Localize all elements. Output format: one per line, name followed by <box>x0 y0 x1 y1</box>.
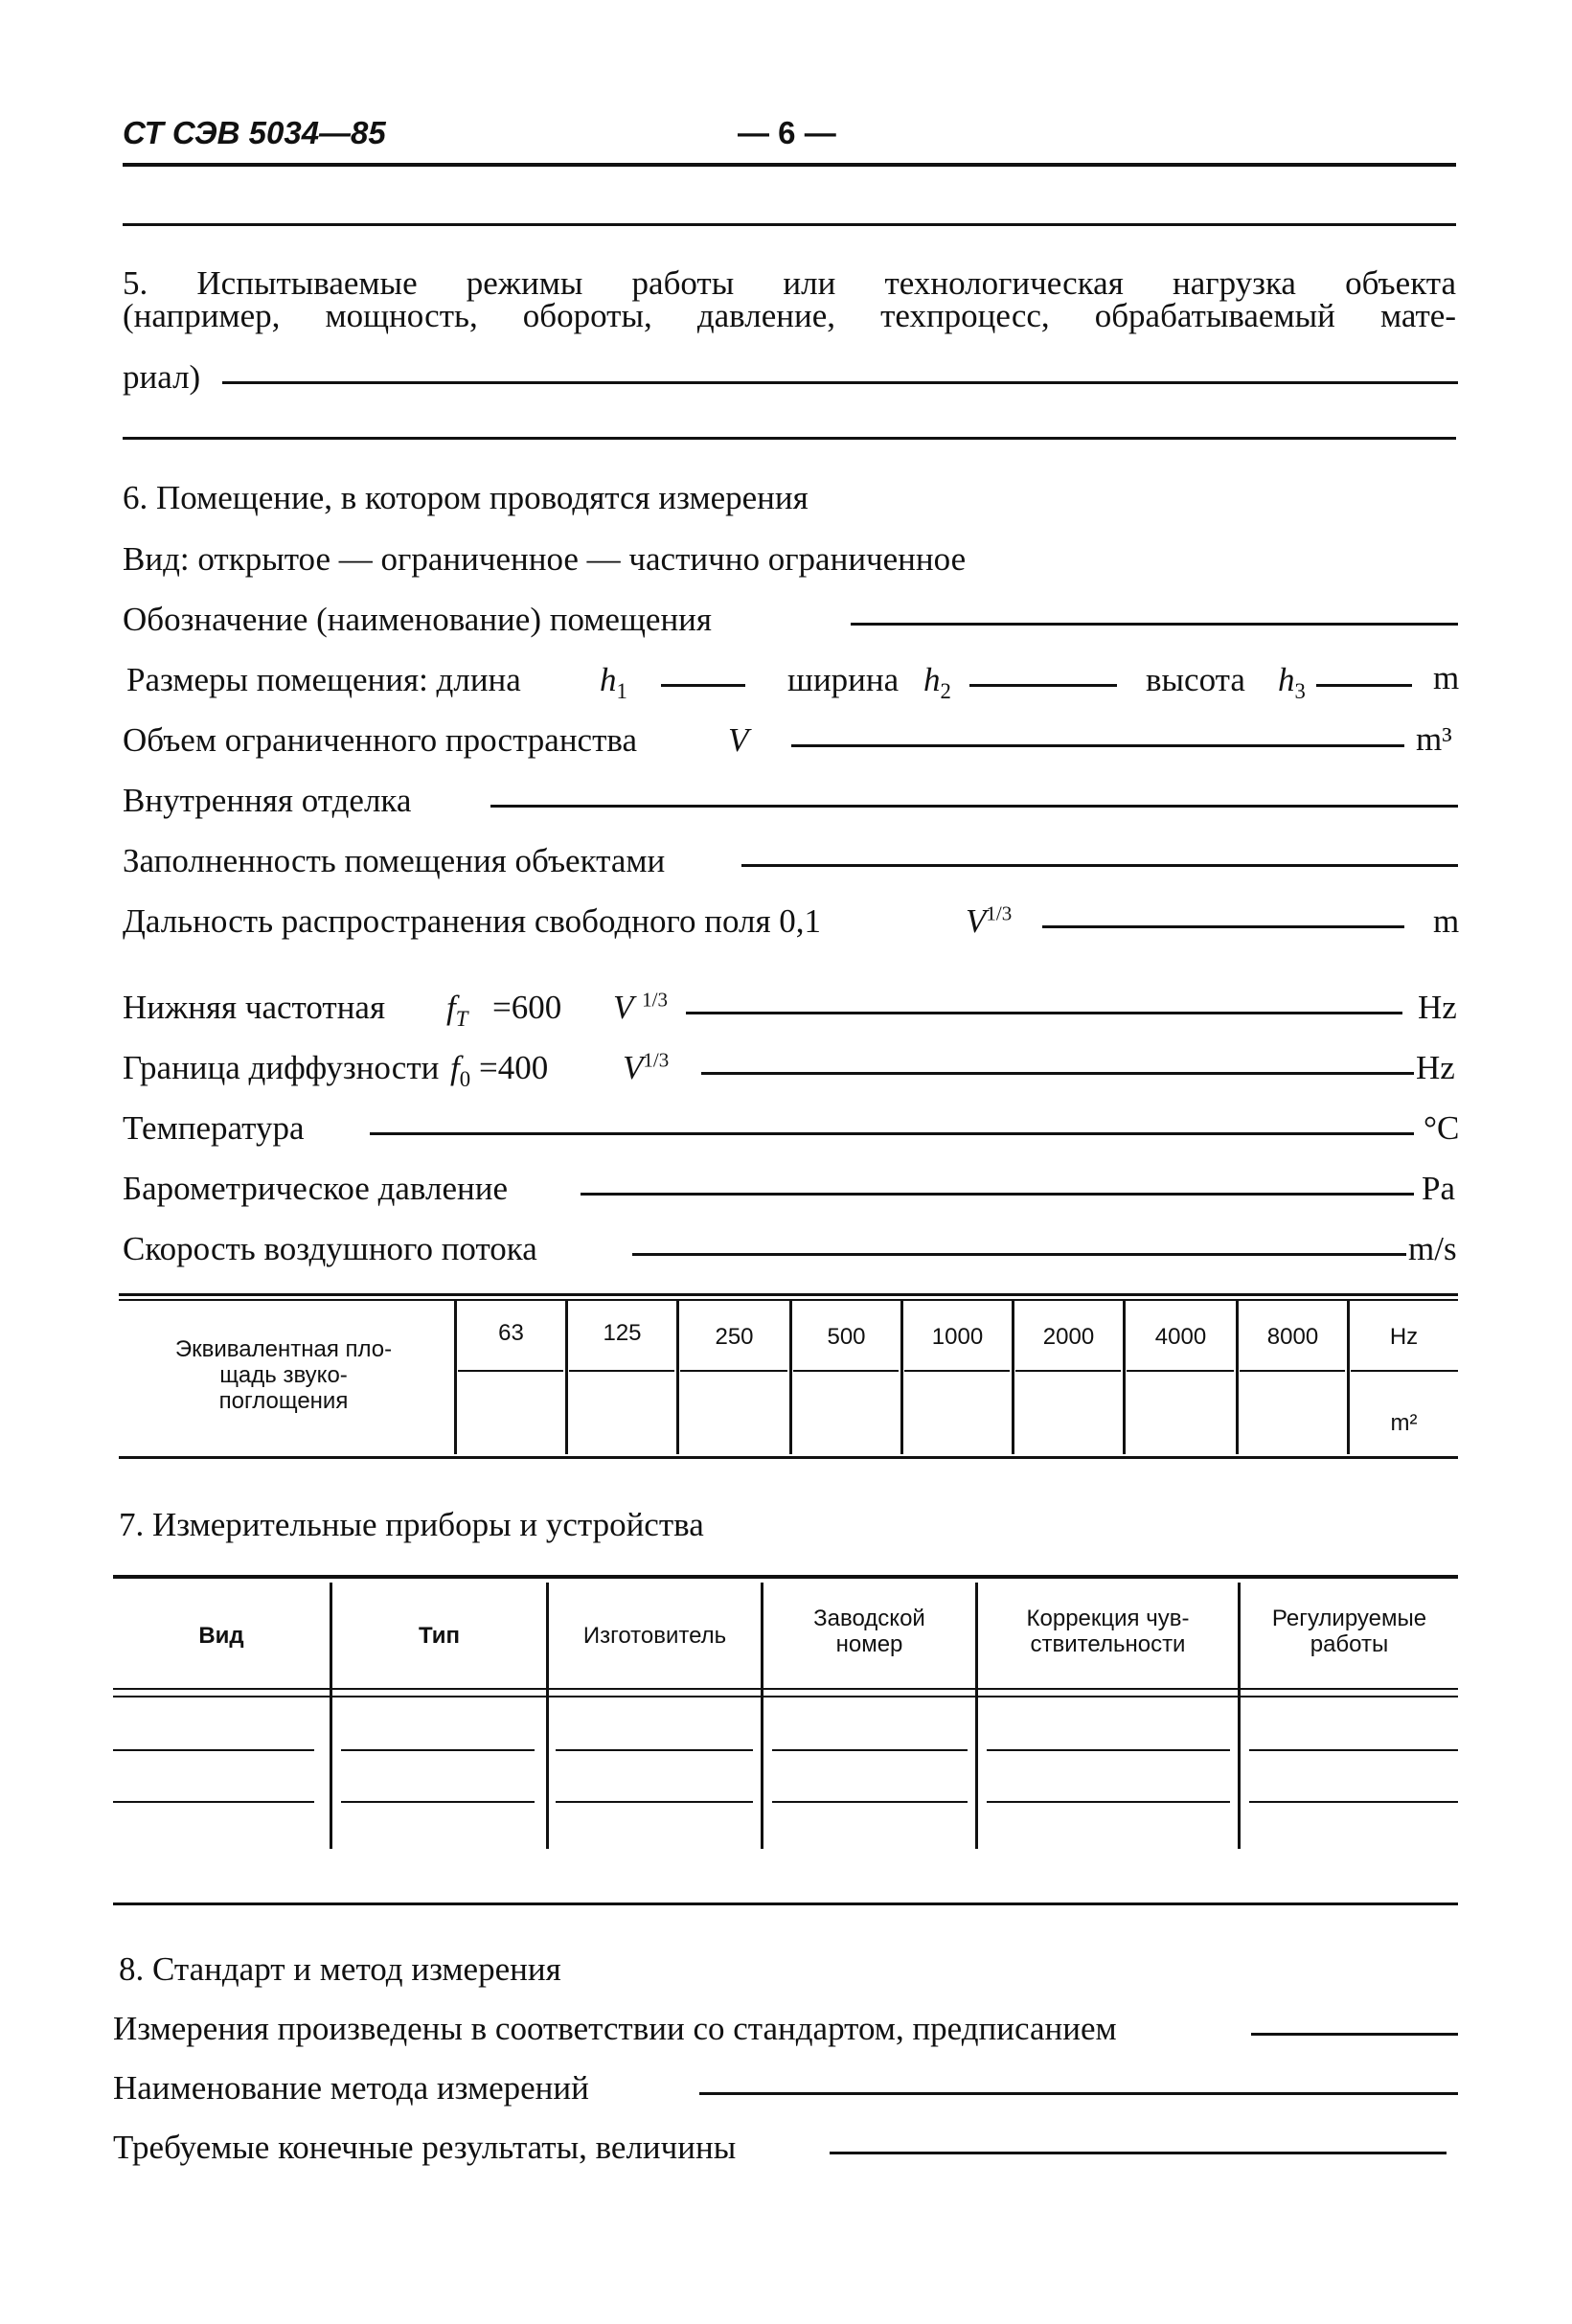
diffusion-limit-V: $V^{1/3}$ <box>623 1048 670 1086</box>
temperature-blank[interactable] <box>370 1132 1414 1135</box>
volume-blank[interactable] <box>791 744 1404 747</box>
room-length-blank[interactable] <box>661 684 745 687</box>
room-width-label: ширина <box>787 661 900 698</box>
room-length-label: Размеры помещения: длина <box>126 661 521 698</box>
free-field-blank[interactable] <box>1042 925 1404 928</box>
airflow-blank[interactable] <box>632 1253 1406 1256</box>
freq-unit: Hz <box>1389 1324 1419 1350</box>
section5-rule <box>123 437 1456 440</box>
airflow-label: Скорость воздушного потока <box>123 1230 537 1267</box>
diffusion-limit-unit: Hz <box>1416 1049 1455 1086</box>
absorption-cell-125[interactable] <box>569 1374 674 1454</box>
pressure-unit: Pa <box>1422 1170 1455 1207</box>
lower-frequency-blank[interactable] <box>686 1012 1402 1014</box>
lower-frequency-unit: Hz <box>1418 989 1457 1026</box>
standard-reference-label: Измерения произведены в соответствии со стандартом, предписанием <box>113 2010 1117 2047</box>
section5-line1: 5. Испытываемые режимы работы или технологическая нагрузка объекта <box>123 264 1456 302</box>
room-filling-label: Заполненность помещения объектами <box>123 842 666 879</box>
pressure-blank[interactable] <box>581 1193 1414 1196</box>
document-code: СТ СЭВ 5034—85 <box>123 115 386 150</box>
absorption-cell-4000[interactable] <box>1127 1374 1234 1454</box>
lower-frequency-label: Нижняя частотная <box>123 989 386 1026</box>
section5-line3: риал) <box>123 358 201 396</box>
method-name-blank[interactable] <box>699 2092 1458 2095</box>
instruments-row-line[interactable] <box>113 1801 314 1803</box>
absorption-cell-2000[interactable] <box>1015 1374 1121 1454</box>
method-name-label: Наименование метода измерений <box>113 2069 589 2107</box>
section7-bottom-rule <box>113 1902 1458 1905</box>
room-width-blank[interactable] <box>969 684 1117 687</box>
freq-1000: 1000 <box>931 1324 984 1350</box>
temperature-label: Температура <box>123 1109 305 1147</box>
freq-63: 63 <box>498 1320 524 1346</box>
column-type: Тип <box>419 1623 460 1649</box>
section5-blank[interactable] <box>222 381 1458 384</box>
symbol-f0: $f_0$ <box>450 1049 471 1091</box>
required-results-label: Требуемые конечные результаты, величины <box>113 2129 737 2166</box>
volume-unit: m³ <box>1416 720 1452 758</box>
room-designation-label: Обозначение (наименование) помещения <box>123 601 713 638</box>
room-view: Вид: открытое — ограниченное — частично ограниченное <box>123 540 967 578</box>
standard-reference-blank[interactable] <box>1251 2033 1458 2036</box>
area-unit: m² <box>1390 1410 1418 1436</box>
room-height-blank[interactable] <box>1316 684 1412 687</box>
symbol-fT: $f_T$ <box>446 989 468 1031</box>
freq-8000: 8000 <box>1266 1324 1319 1350</box>
room-designation-blank[interactable] <box>851 623 1458 626</box>
column-manufacturer: Изготовитель <box>582 1623 727 1649</box>
diffusion-limit-label: Граница диффузности <box>123 1049 440 1086</box>
symbol-V-cuberoot: $V^{1/3}$ <box>966 901 1013 940</box>
page-number: — 6 — <box>738 115 836 150</box>
section5-line2: (например, мощность, обороты, давление, техпроцесс, обрабатываемый мате- <box>123 297 1456 334</box>
airflow-unit: m/s <box>1408 1230 1457 1267</box>
required-results-blank[interactable] <box>830 2152 1447 2154</box>
freq-2000: 2000 <box>1042 1324 1095 1350</box>
section7-title: 7. Измерительные приборы и устройства <box>119 1506 704 1543</box>
absorption-cell-250[interactable] <box>680 1374 787 1454</box>
room-dims-unit: m <box>1433 659 1460 696</box>
freq-500: 500 <box>827 1324 866 1350</box>
column-serial-number: Заводской номер <box>813 1606 925 1657</box>
absorption-cell-8000[interactable] <box>1240 1374 1345 1454</box>
symbol-h3: $h_3$ <box>1278 661 1306 703</box>
header-rule <box>123 163 1456 167</box>
pressure-label: Барометрическое давление <box>123 1170 508 1207</box>
lower-frequency-V: V $^{1/3}$ <box>613 988 668 1026</box>
freq-125: 125 <box>603 1320 642 1346</box>
instruments-row-line[interactable] <box>113 1749 314 1751</box>
symbol-h1: $h_1$ <box>600 661 627 703</box>
lower-frequency-eq: =600 <box>492 989 562 1026</box>
symbol-V: V <box>728 721 749 759</box>
diffusion-limit-eq: =400 <box>479 1049 549 1086</box>
absorption-cell-63[interactable] <box>458 1374 563 1454</box>
column-sensitivity-correction: Коррекция чув- ствительности <box>1026 1606 1190 1657</box>
form-rule-top <box>123 223 1456 226</box>
free-field-label: Дальность распространения свободного поля 0,1 <box>123 902 822 940</box>
column-type-kind: Вид <box>198 1623 244 1649</box>
column-adjustable-operations: Регулируемые работы <box>1271 1606 1427 1657</box>
absorption-row-label: Эквивалентная пло- щадь звуко- поглощения <box>174 1336 393 1414</box>
symbol-h2: $h_2$ <box>923 661 951 703</box>
freq-250: 250 <box>715 1324 754 1350</box>
absorption-cell-1000[interactable] <box>904 1374 1010 1454</box>
interior-finish-label: Внутренняя отделка <box>123 782 412 819</box>
section8-title: 8. Стандарт и метод измерения <box>119 1950 561 1988</box>
absorption-cell-500[interactable] <box>793 1374 899 1454</box>
temperature-unit: °C <box>1424 1109 1460 1147</box>
room-height-label: высота <box>1146 661 1245 698</box>
volume-label: Объем ограниченного пространства <box>123 721 637 759</box>
freq-4000: 4000 <box>1154 1324 1207 1350</box>
free-field-unit: m <box>1433 902 1460 940</box>
room-filling-blank[interactable] <box>741 864 1458 867</box>
interior-finish-blank[interactable] <box>490 805 1458 808</box>
section6-title: 6. Помещение, в котором проводятся измерения <box>123 479 809 516</box>
diffusion-limit-blank[interactable] <box>701 1072 1414 1075</box>
